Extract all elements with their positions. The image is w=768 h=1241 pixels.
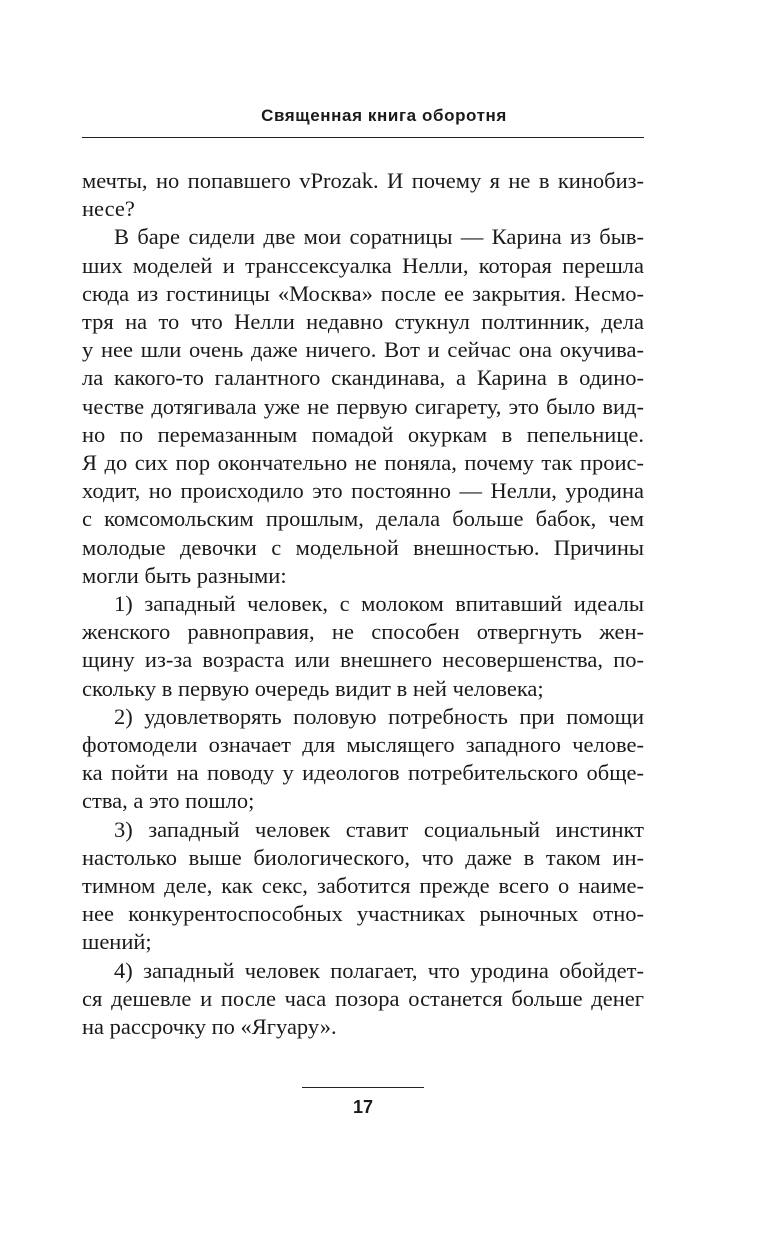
running-title: Священная книга оборотня (261, 106, 507, 125)
page-number: 17 (352, 1097, 374, 1117)
text-line: мечты, но попавшего vProzak. И почему я не в кинобиз- (82, 168, 644, 193)
text-line: ства, а это пошло; (82, 788, 255, 814)
text-line: В баре сидели две мои соратницы — Карина из быв- (114, 224, 644, 250)
text-line: ших моделей и транссексуалка Нелли, которая перешла (82, 252, 644, 278)
text-line: нее конкурентоспособных участниках рыночных отно- (82, 901, 644, 927)
text-line: ла какого-то галантного скандинава, а Карина в одино- (82, 365, 644, 391)
text-line: на рассрочку по «Ягуару». (82, 1014, 337, 1040)
text-line: 4) западный человек полагает, что уродина обойдет- (114, 957, 644, 983)
text-line: честве дотягивала уже не первую сигарету, это было вид- (82, 393, 644, 419)
text-line: фотомодели означает для мыслящего западного челове- (82, 732, 644, 758)
text-line: тимном деле, как секс, заботится прежде всего о наиме- (82, 873, 644, 899)
text-line: настолько выше биологического, что даже в таком ин- (82, 844, 644, 870)
text-line: несе? (82, 196, 135, 222)
text-line: женского равноправия, не способен отвергнуть жен- (82, 619, 644, 645)
text-line: 3) западный человек ставит социальный инстинкт (114, 816, 644, 842)
text-line: молодые девочки с модельной внешностью. Причины (82, 534, 644, 560)
text-line: ка пойти на поводу у идеологов потребительского обще- (82, 760, 644, 786)
footer-divider (302, 1087, 424, 1088)
text-line: ходит, но происходило это постоянно — Нелли, уродина (82, 478, 644, 504)
text-line: ся дешевле и после часа позора останется больше денег (82, 985, 644, 1011)
text-line: могли быть разными: (82, 562, 287, 588)
text-line: с комсомольским прошлым, делала больше бабок, чем (82, 506, 644, 532)
text-line: тря на то что Нелли недавно стукнул полтинник, дела (82, 309, 644, 335)
text-line: Я до сих пор окончательно не поняла, почему так проис- (82, 450, 644, 476)
text-line: щину из-за возраста или внешнего несовершенства, по- (82, 647, 644, 673)
header-divider (82, 137, 644, 138)
text-line: сюда из гостиницы «Москва» после ее закрытия. Несмо- (82, 280, 644, 306)
body-text (82, 167, 644, 1041)
text-line: но по перемазанным помадой окуркам в пепельнице. (82, 421, 644, 447)
text-line: шений; (82, 929, 152, 955)
text-line: скольку в первую очередь видит в ней человека; (82, 675, 544, 701)
text-line: 2) удовлетворять половую потребность при помощи (114, 703, 644, 729)
text-line: у нее шли очень даже ничего. Вот и сейчас она окучива- (82, 337, 644, 363)
text-line: 1) западный человек, с молоком впитавший идеалы (114, 591, 644, 617)
